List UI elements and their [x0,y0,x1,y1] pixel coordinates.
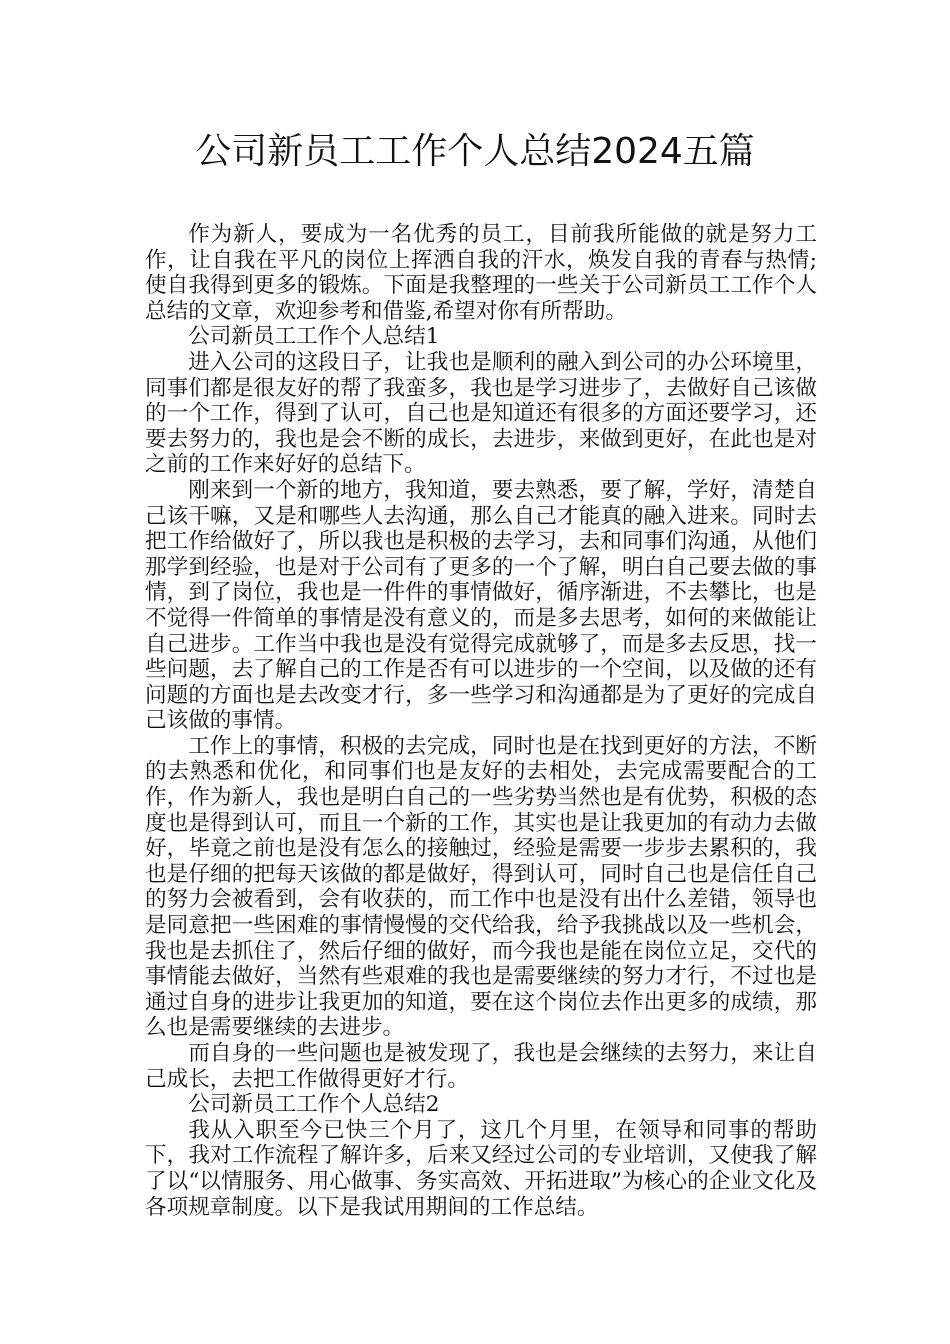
body-paragraph: 工作上的事情，积极的去完成，同时也是在找到更好的方法，不断的去熟悉和优化，和同事们也是友好的去相处，去完成需要配合的工作，作为新人，我也是明白自己的一些劣势当然也是有优势，积极的态度也是得到认可，而且一个新的工作，其实也是让我更加的有动力去做好，毕竟之前也是没有怎么的接触过，经验是需要一步步去累积的，我也是仔细的把每天该做的都是做好，得到认可，同时自己也是信任自己的努力会被看到，会有收获的，而工作中也是没有出什么差错，领导也是同意把一些困难的事情慢慢的交代给我，给予我挑战以及一些机会，我也是去抓住了，然后仔细的做好，而今我也是能在岗位立足，交代的事情能去做好，当然有些艰难的我也是需要继续的努力才行，不过也是通过自身的进步让我更加的知道，要在这个岗位去作出更多的成绩，那么也是需要继续的去进步。 [145,733,817,1041]
section-heading-2: 公司新员工工作个人总结2 [188,1092,440,1118]
body-paragraph: 而自身的一些问题也是被发现了，我也是会继续的去努力，来让自己成长，去把工作做得更好才行。 [145,1041,817,1092]
document-title: 公司新员工工作个人总结2024五篇 [195,131,755,172]
section-heading-1: 公司新员工工作个人总结1 [188,324,440,350]
body-paragraph: 进入公司的这段日子，让我也是顺利的融入到公司的办公环境里，同事们都是很友好的帮了我蛮多，我也是学习进步了，去做好自己该做的一个工作，得到了认可，自己也是知道还有很多的方面还要学习，还要去努力的，我也是会不断的成长，去进步，来做到更好，在此也是对之前的工作来好好的总结下。 [145,349,817,478]
body-paragraph: 我从入职至今已快三个月了，这几个月里，在领导和同事的帮助下，我对工作流程了解许多，后来又经过公司的专业培训，又使我了解了以“以情服务、用心做事、务实高效、开拓进取”为核心的企业文化及各项规章制度。以下是我试用期间的工作总结。 [145,1117,817,1220]
intro-paragraph: 作为新人，要成为一名优秀的员工，目前我所能做的就是努力工作，让自我在平凡的岗位上挥洒自我的汗水，焕发自我的青春与热情;使自我得到更多的锻炼。下面是我整理的一些关于公司新员工工作个人总结的文章，欢迎参考和借鉴,希望对你有所帮助。 [145,222,817,324]
document-body [145,222,817,1220]
body-paragraph: 刚来到一个新的地方，我知道，要去熟悉，要了解，学好，清楚自己该干嘛，又是和哪些人去沟通，那么自己才能真的融入进来。同时去把工作给做好了，所以我也是积极的去学习，去和同事们沟通，从他们那学到经验，也是对于公司有了更多的一个了解，明白自己要去做的事情，到了岗位，我也是一件件的事情做好，循序渐进，不去攀比，也是不觉得一件简单的事情是没有意义的，而是多去思考，如何的来做能让自己进步。工作当中我也是没有觉得完成就够了，而是多去反思，找一些问题，去了解自己的工作是否有可以进步的一个空间，以及做的还有问题的方面也是去改变才行，多一些学习和沟通都是为了更好的完成自己该做的事情。 [145,477,817,734]
